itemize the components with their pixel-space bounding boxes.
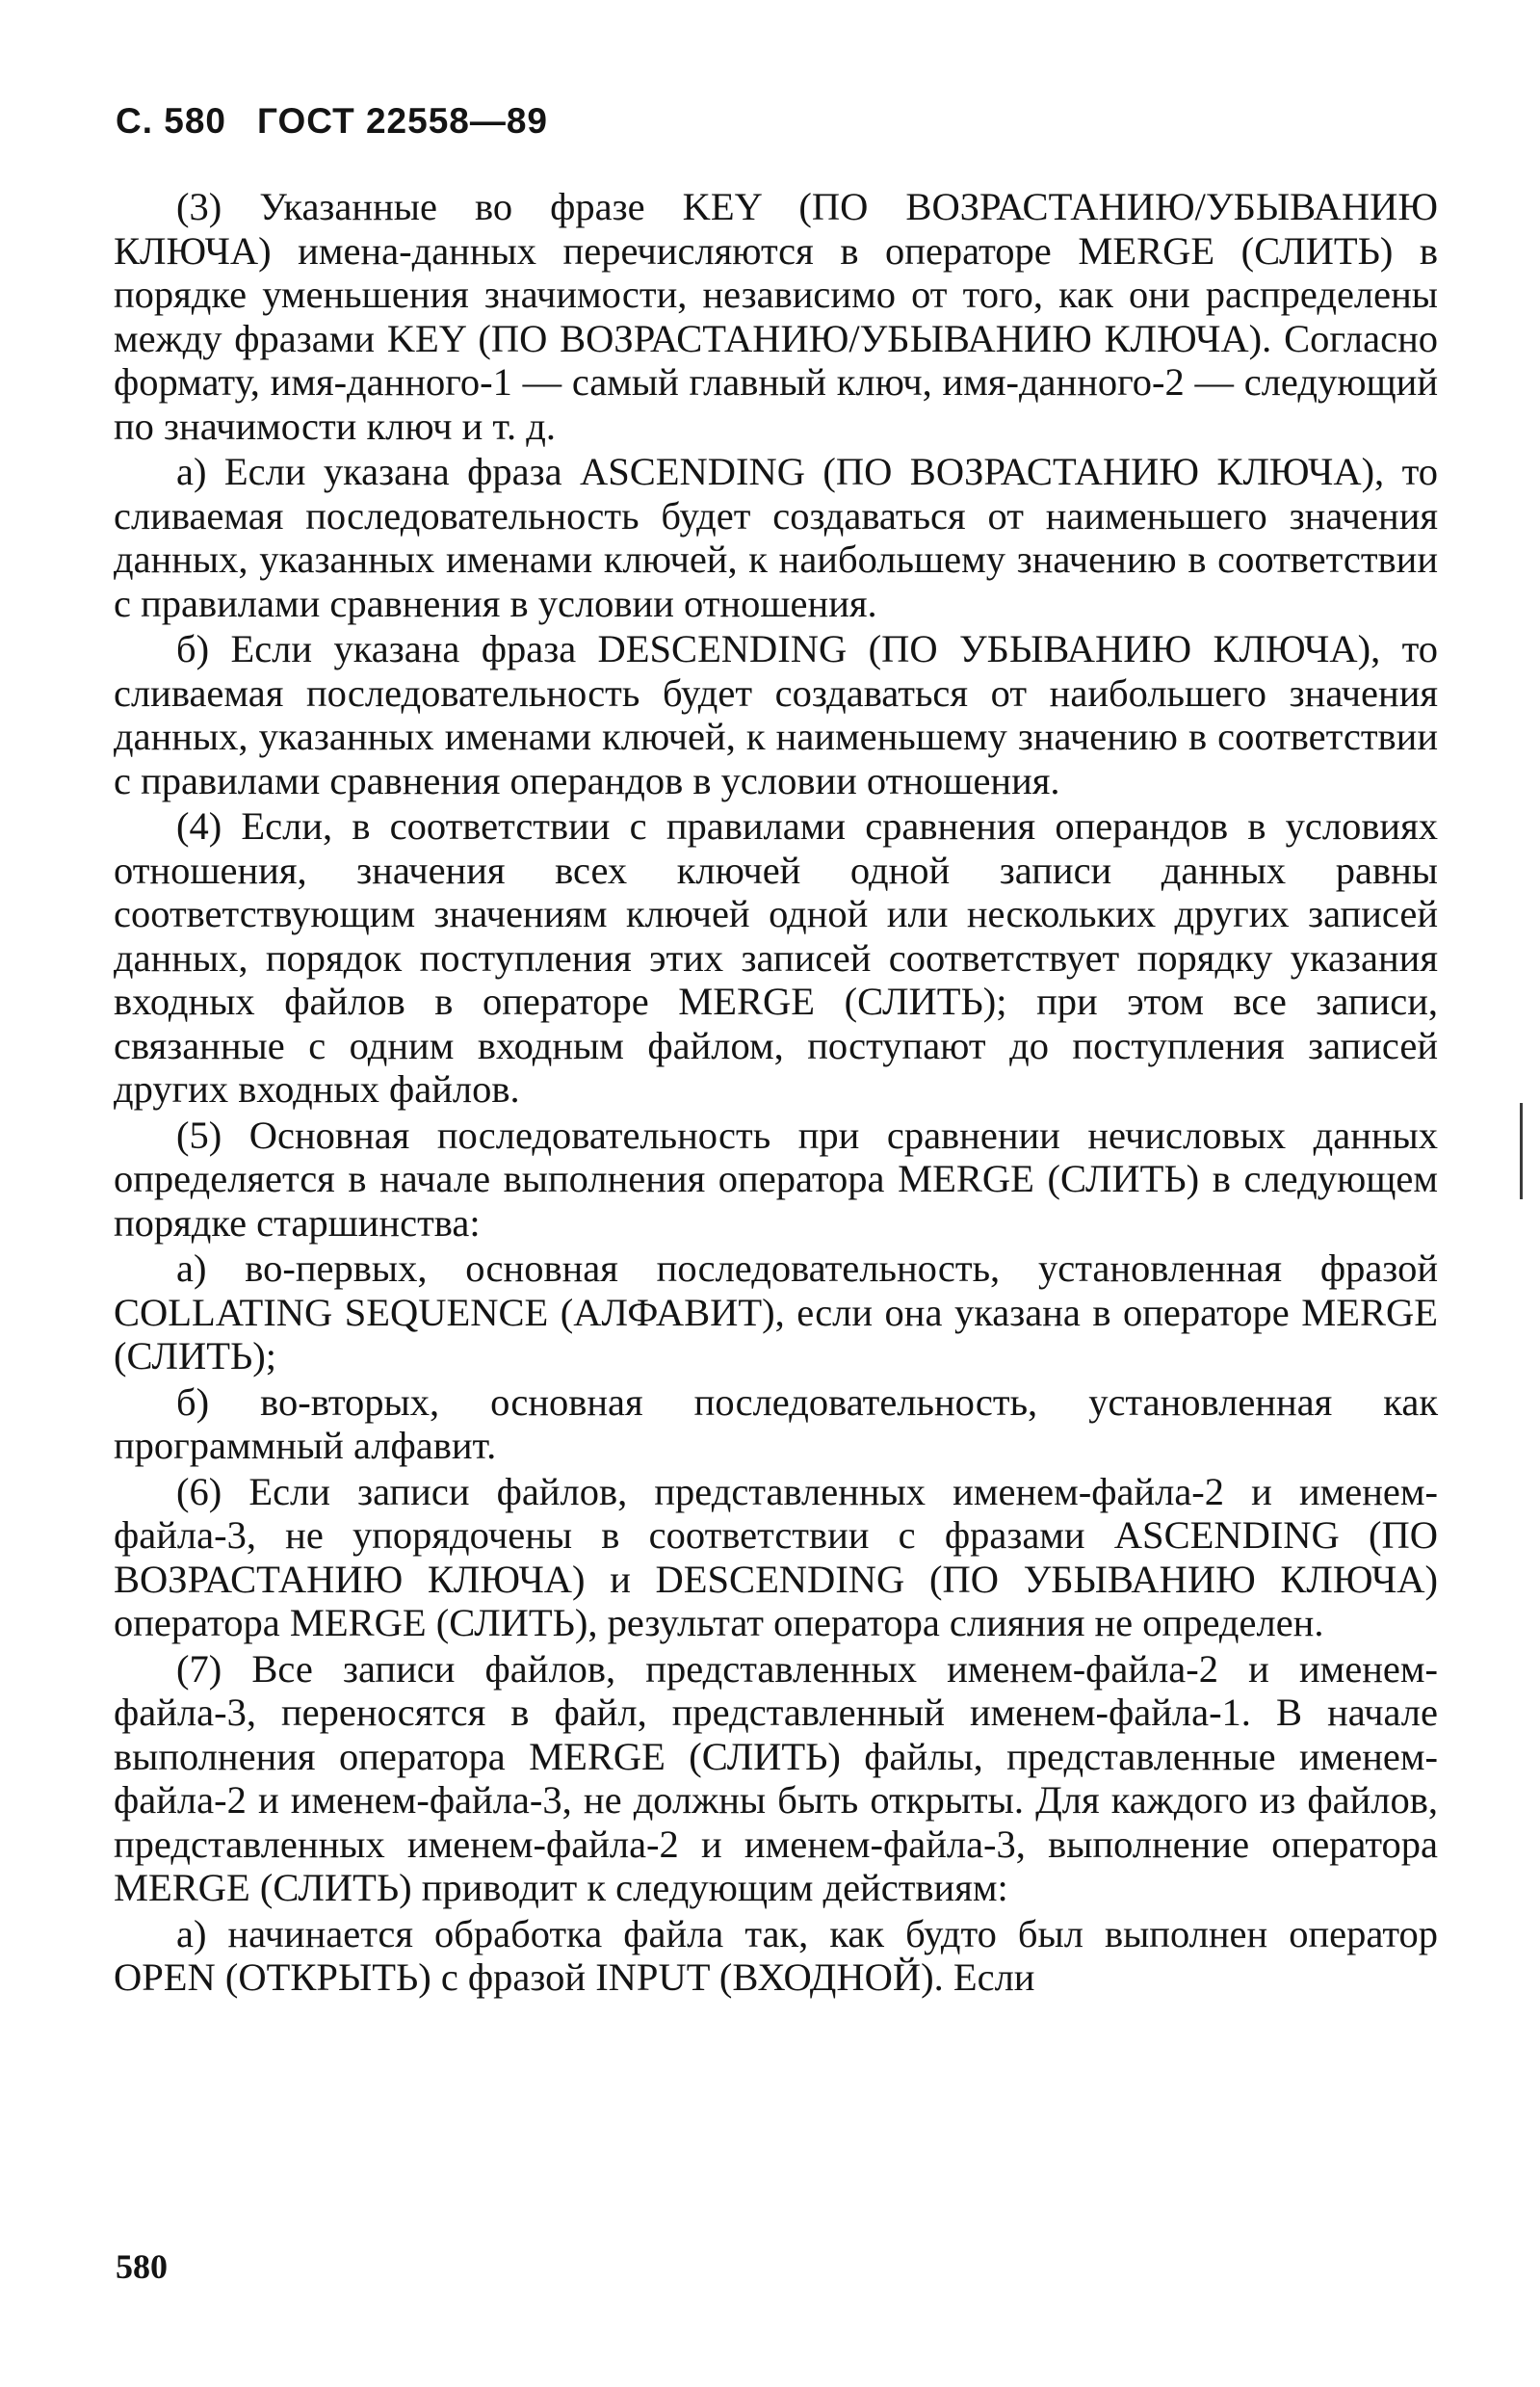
paragraph-5: (5) Основная последовательность при сравнении нечисловых данных определяется в начале выполнения оператора MERGE (СЛИТЬ) в следующем порядке старшинства:: [114, 1113, 1438, 1245]
paragraph-3b: б) Если указана фраза DESCENDING (ПО УБЫВАНИЮ КЛЮЧА), то сливаемая последовательность будет создаваться от наибольшего значения данных, указанных именами ключей, к наименьшему значению в соответствии с правилами сравнения операндов в условии отношения.: [114, 627, 1438, 802]
paragraph-7: (7) Все записи файлов, представленных именем-файла-2 и именем-файла-3, переносятся в файл, представленный именем-файла-1. В начале выполнения оператора MERGE (СЛИТЬ) файлы, представленные именем-файла-2 и именем-файла-3, не должны быть открыты. Для каждого из файлов, представленных именем-файла-2 и именем-файла-3, выполнение оператора MERGE (СЛИТЬ) приводит к следующим действиям:: [114, 1646, 1438, 1909]
paragraph-4: (4) Если, в соответствии с правилами сравнения операндов в условиях отношения, значения всех ключей одной записи данных равны соответствующим значениям ключей одной или нескольких других записей данных, порядок поступления этих записей соответствует порядку указания входных файлов в операторе MERGE (СЛИТЬ); при этом все записи, связанные с одним входным файлом, поступают до поступления записей других входных файлов.: [114, 804, 1438, 1111]
paragraph-5a: а) во-первых, основная последовательность, установленная фразой COLLATING SEQUENCE (АЛФАВИТ), если она указана в операторе MERGE (СЛИТЬ);: [114, 1246, 1438, 1377]
paragraph-3: (3) Указанные во фразе KEY (ПО ВОЗРАСТАНИЮ/УБЫВАНИЮ КЛЮЧА) имена-данных перечисляются в операторе MERGE (СЛИТЬ) в порядке уменьшения значимости, независимо от того, как они распределены между фразами KEY (ПО ВОЗРАСТАНИЮ/УБЫВАНИЮ КЛЮЧА). Согласно формату, имя-данного-1 — самый главный ключ, имя-данного-2 — следующий по значимости ключ и т. д.: [114, 185, 1438, 448]
body-text: [114, 185, 1438, 2000]
paragraph-3a: а) Если указана фраза ASCENDING (ПО ВОЗРАСТАНИЮ КЛЮЧА), то сливаемая последовательность будет создаваться от наименьшего значения данных, указанных именами ключей, к наибольшему значению в соответствии с правилами сравнения в условии отношения.: [114, 450, 1438, 625]
paragraph-7a: а) начинается обработка файла так, как будто был выполнен оператор OPEN (ОТКРЫТЬ) с фразой INPUT (ВХОДНОЙ). Если: [114, 1911, 1438, 1999]
running-header: [116, 101, 548, 142]
page-number: 580: [116, 2247, 168, 2286]
header-page-ref: С. 580: [116, 101, 227, 141]
paragraph-5b: б) во-вторых, основная последовательность, установленная как программный алфавит.: [114, 1379, 1438, 1467]
margin-change-bar: [1520, 1103, 1523, 1199]
paragraph-6: (6) Если записи файлов, представленных именем-файла-2 и именем-файла-3, не упорядочены в соответствии с фразами ASCENDING (ПО ВОЗРАСТАНИЮ КЛЮЧА) и DESCENDING (ПО УБЫВАНИЮ КЛЮЧА) оператора MERGE (СЛИТЬ), результат оператора слияния не определен.: [114, 1469, 1438, 1644]
header-standard-title: ГОСТ 22558—89: [257, 101, 549, 141]
